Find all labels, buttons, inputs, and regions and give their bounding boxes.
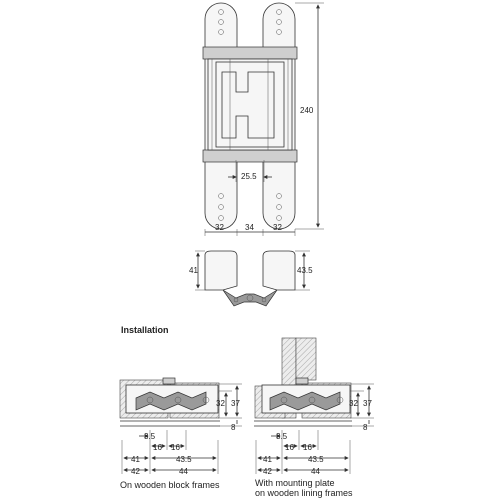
right-s-label: 8: [363, 423, 368, 432]
right-a-label: 3.5: [276, 432, 288, 441]
hinge-center-body: [203, 47, 297, 162]
left-d-label: 41: [131, 455, 140, 464]
height-dimension: [295, 3, 324, 229]
right-e-label: 43.5: [308, 455, 324, 464]
left-e-label: 43.5: [176, 455, 192, 464]
right-c-label: 16: [303, 443, 312, 452]
height-label: 240: [300, 106, 314, 115]
installation-heading: Installation: [121, 325, 169, 335]
left-h2-label: 37: [231, 399, 240, 408]
front-view: [203, 3, 324, 236]
right-caption-line2: on wooden lining frames: [255, 488, 353, 498]
right-f-label: 42: [263, 467, 272, 476]
left-g-label: 44: [179, 467, 188, 476]
right-h1-label: 32: [349, 399, 358, 408]
left-h1-label: 32: [216, 399, 225, 408]
right-caption-line1: With mounting plate: [255, 478, 335, 488]
width-center-label: 34: [245, 223, 254, 232]
left-a-label: 3.5: [144, 432, 156, 441]
left-b-label: 16: [153, 443, 162, 452]
top-left-height-label: 41: [189, 266, 198, 275]
wood-frame: [296, 338, 316, 380]
hinge-arms: [223, 290, 277, 306]
left-s-label: 8: [231, 423, 236, 432]
left-f-label: 42: [131, 467, 140, 476]
left-c-label: 16: [171, 443, 180, 452]
right-d-label: 41: [263, 455, 272, 464]
width-right-label: 32: [273, 223, 282, 232]
left-caption: On wooden block frames: [120, 480, 220, 490]
gap-label: 25.5: [241, 172, 257, 181]
right-b-label: 16: [285, 443, 294, 452]
right-g-label: 44: [311, 467, 320, 476]
top-right-height-label: 43.5: [297, 266, 313, 275]
top-view: [195, 251, 310, 306]
right-h2-label: 37: [363, 399, 372, 408]
width-left-label: 32: [215, 223, 224, 232]
